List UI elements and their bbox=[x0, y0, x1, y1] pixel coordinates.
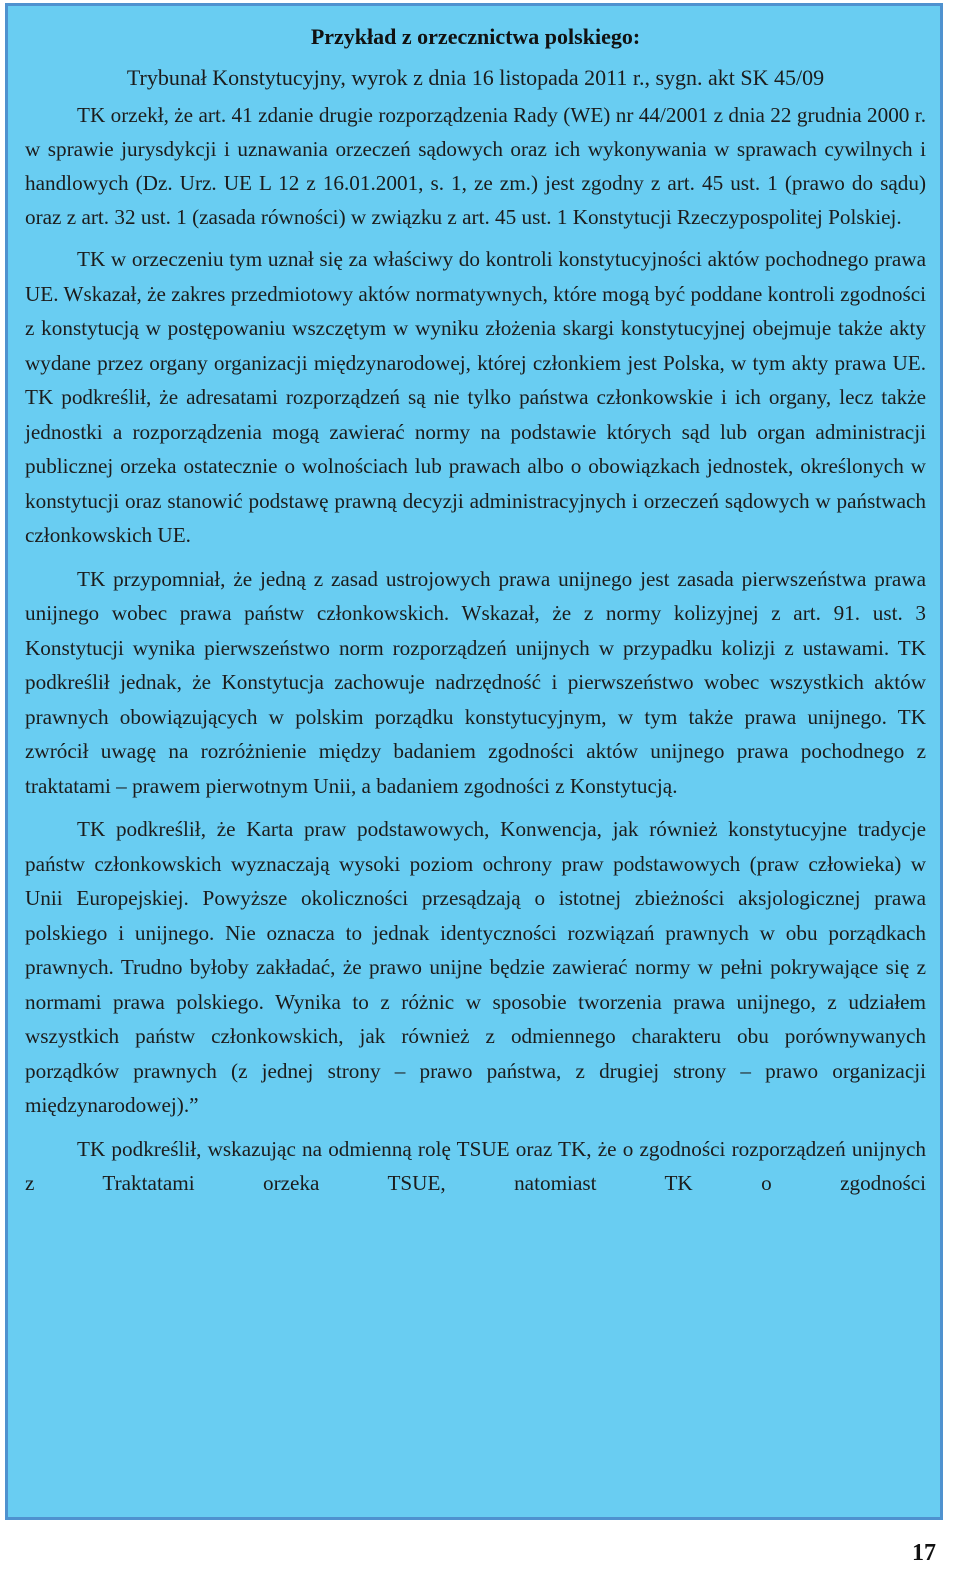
paragraph-4: TK podkreślił, wskazując na odmienną rolę TSUE oraz TK, że o zgodności rozporządzeń unijnych z Traktatami orzeka TSUE, natomiast TK o zgodności bbox=[25, 1136, 926, 1195]
page-number: 17 bbox=[912, 1540, 936, 1566]
case-law-box bbox=[5, 3, 943, 1520]
box-title: Przykład z orzecznictwa polskiego: bbox=[310, 24, 641, 49]
judgment-reference: Trybunał Konstytucyjny, wyrok z dnia 16 listopada 2011 r., sygn. akt SK 45/09 bbox=[126, 65, 825, 90]
ruling-text: TK orzekł, że art. 41 zdanie drugie rozporządzenia Rady (WE) nr 44/2001 z dnia 22 grudnia 2000 r. w sprawie jurysdykcji i uznawania orzeczeń sądowych oraz ich wykonywania w sprawach cywilnych i handlowych (Dz. Urz. UE L 12 z 16.01.2001, s. 1, ze zm.) jest zgodny z art. 45 ust. 1 (prawo do sądu) oraz z art. 32 ust. 1 (zasada równości) w związku z art. 45 ust. 1 Konstytucji Rzeczypospolitej Polskiej. bbox=[25, 103, 926, 229]
paragraph-3: TK podkreślił, że Karta praw podstawowych, Konwencja, jak również konstytucyjne tradycje państw członkowskich wyznaczają wysoki poziom ochrony praw podstawowych (praw człowieka) w Unii Europejskiej. Powyższe okoliczności przesądzają o istotnej zbieżności aksjologicznej prawa polskiego i unijnego. Nie oznacza to jednak identyczności rozwiązań prawnych w obu porządkach prawnych. Trudno byłoby zakładać, że prawo unijne będzie zawierać normy w pełni pokrywające się z normami prawa polskiego. Wynika to z różnic w sposobie tworzenia prawa unijnego, z udziałem wszystkich państw członkowskich, jak również z odmiennego charakteru obu porównywanych porządków prawnych (z jednej strony – prawo państwa, z drugiej strony – prawo organizacji międzynarodowej).” bbox=[25, 817, 926, 1117]
paragraph-2: TK przypomniał, że jedną z zasad ustrojowych prawa unijnego jest zasada pierwszeństwa prawa unijnego wobec prawa państw członkowskich. Wskazał, że z normy kolizyjnej z art. 91. ust. 3 Konstytucji wynika pierwszeństwo norm rozporządzeń unijnych w przypadku kolizji z ustawami. TK podkreślił jednak, że Konstytucja zachowuje nadrzędność i pierwszeństwo wobec wszystkich aktów prawnych obowiązujących w polskim porządku konstytucyjnym, w tym także prawa unijnego. TK zwrócił uwagę na rozróżnienie między badaniem zgodności aktów unijnego prawa pochodnego z traktatami – prawem pierwotnym Unii, a badaniem zgodności z Konstytucją. bbox=[25, 566, 926, 798]
paragraph-1: TK w orzeczeniu tym uznał się za właściwy do kontroli konstytucyjności aktów pochodnego prawa UE. Wskazał, że zakres przedmiotowy aktów normatywnych, które mogą być poddane kontroli zgodności z konstytucją w postępowaniu wszczętym w wyniku złożenia skargi konstytucyjnej obejmuje także akty wydane przez organy organizacji międzynarodowej, której członkiem jest Polska, w tym akty prawa UE. TK podkreślił, że adresatami rozporządzeń są nie tylko państwa członkowskie i ich organy, lecz także jednostki a rozporządzenia mogą zawierać normy na podstawie których sąd lub organ administracji publicznej orzeka ostatecznie o wolnościach lub prawach albo o obowiązkach jednostek, określonych w konstytucji oraz stanowić podstawę prawną decyzji administracyjnych i orzeczeń sądowych w państwach członkowskich UE. bbox=[25, 247, 926, 547]
